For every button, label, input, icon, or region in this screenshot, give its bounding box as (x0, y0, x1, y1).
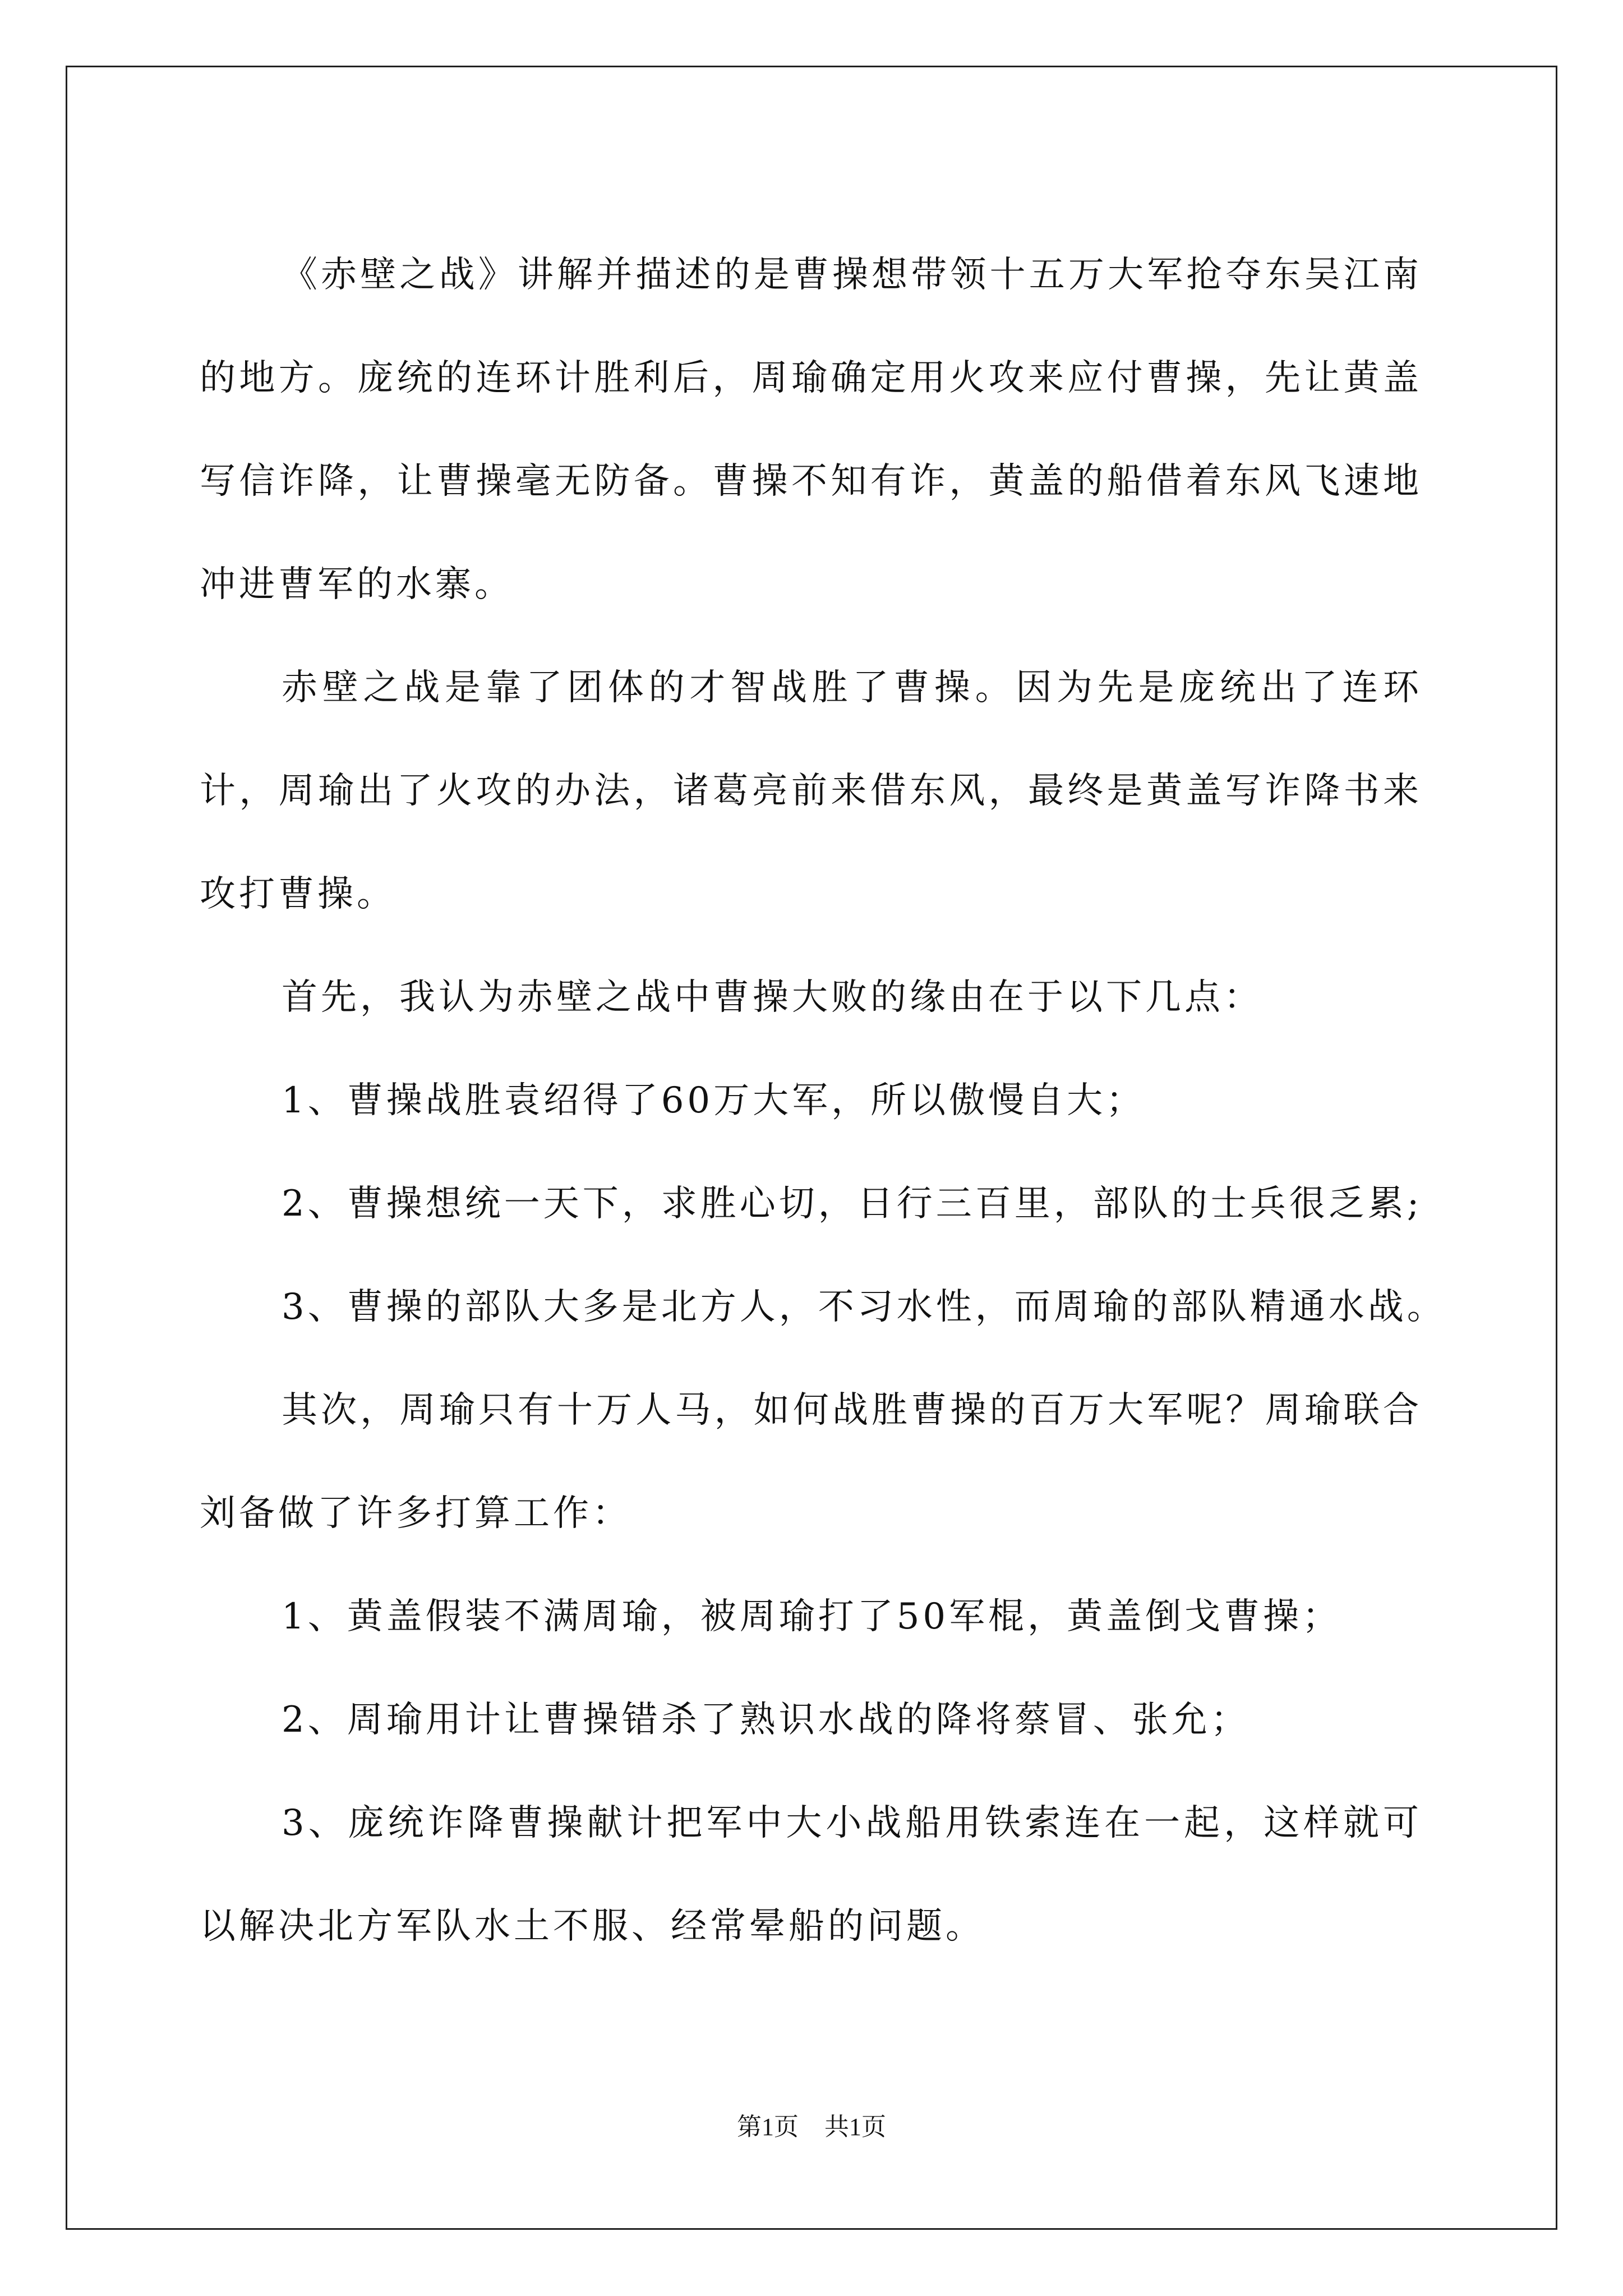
page-footer (0, 2106, 1623, 2142)
list-item-preparation-1: 1、黄盖假装不满周瑜，被周瑜打了50军棍，黄盖倒戈曹操； (282, 1596, 1342, 1637)
page-number: 第1页 (737, 2113, 799, 2141)
paragraph-summary: 赤壁之战是靠了团体的才智战胜了曹操。因为先是庞统出了连环计，周瑜出了火攻的办法，诸葛亮前来借东风，最终是黄盖写诈降书来攻打曹操。 (200, 667, 1422, 915)
list-item-reason-1: 1、曹操战胜袁绍得了60万大军，所以傲慢自大； (282, 1080, 1146, 1121)
page-total: 共1页 (824, 2113, 886, 2141)
list-item-preparation-3: 3、庞统诈降曹操献计把军中大小战船用铁索连在一起，这样就可以解决北方军队水土不服、经常晕船的问题。 (200, 1802, 1422, 1947)
list-item-preparation-2: 2、周瑜用计让曹操错杀了熟识水战的降将蔡冒、张允； (282, 1699, 1250, 1741)
list-item-reason-3: 3、曹操的部队大多是北方人，不习水性，而周瑜的部队精通水战。 (282, 1286, 1446, 1328)
paragraph-preparations-heading: 其次，周瑜只有十万人马，如何战胜曹操的百万大军呢？周瑜联合刘备做了许多打算工作： (200, 1389, 1422, 1534)
list-item-reason-2: 2、曹操想统一天下，求胜心切，日行三百里，部队的士兵很乏累; (282, 1183, 1423, 1225)
paragraph-intro: 《赤壁之战》讲解并描述的是曹操想带领十五万大军抢夺东吴江南的地方。庞统的连环计胜利后，周瑜确定用火攻来应付曹操，先让黄盖写信诈降，让曹操毫无防备。曹操不知有诈，黄盖的船借着东风飞速地冲进曹军的水寨。 (200, 254, 1422, 605)
paragraph-reasons-heading: 首先，我认为赤壁之战中曹操大败的缘由在于以下几点： (282, 977, 1263, 1018)
document-body (200, 223, 1446, 1978)
